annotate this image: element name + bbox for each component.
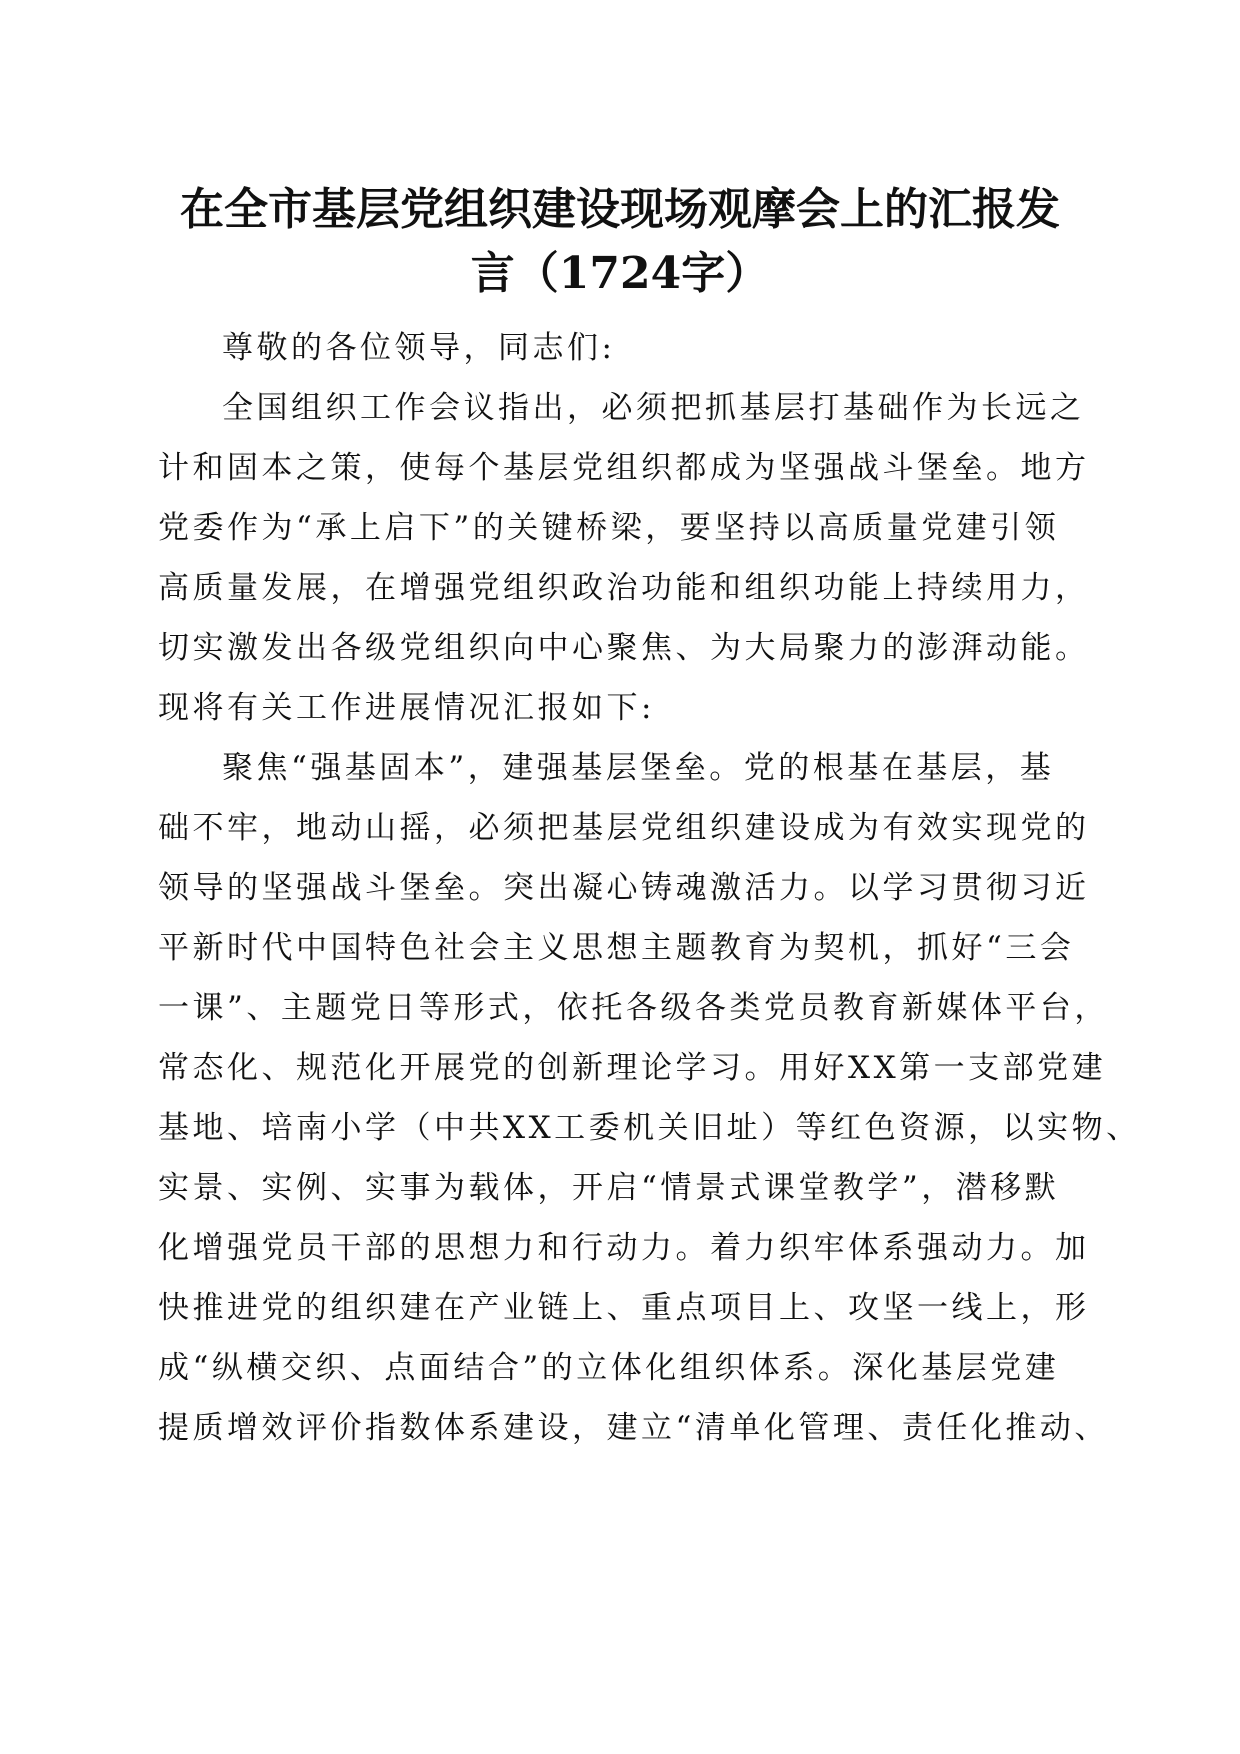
paragraph-line: 现将有关工作进展情况汇报如下: — [158, 690, 655, 726]
paragraph-line: 领导的坚强战斗堡垒。突出凝心铸魂激活力。以学习贯彻习近 — [158, 870, 1090, 906]
document-body — [158, 318, 1141, 1458]
paragraph-line: 一课”、主题党日等形式，依托各级各类党员教育新媒体平台， — [158, 990, 1109, 1026]
paragraph-2 — [158, 738, 1141, 1458]
paragraph-line: 全国组织工作会议指出，必须把抓基层打基础作为长远之 — [222, 390, 1085, 426]
paragraph-line: 成“纵横交织、点面结合”的立体化组织体系。深化基层党建 — [158, 1350, 1060, 1386]
paragraph-line: 切实激发出各级党组织向中心聚焦、为大局聚力的澎湃动能。 — [158, 630, 1090, 666]
salutation: 尊敬的各位领导，同志们: — [222, 330, 616, 366]
paragraph-line: 计和固本之策，使每个基层党组织都成为坚强战斗堡垒。地方 — [158, 450, 1090, 486]
title-line-2: 言（1724字） — [470, 248, 770, 299]
paragraph-line: 党委作为“承上启下”的关键桥梁，要坚持以高质量党建引领 — [158, 510, 1060, 546]
paragraph-line: 基地、培南小学（中共XX工委机关旧址）等红色资源，以实物、 — [158, 1110, 1141, 1146]
paragraph-line: 提质增效评价指数体系建设，建立“清单化管理、责任化推动、 — [158, 1410, 1109, 1446]
paragraph-line: 聚焦“强基固本”，建强基层堡垒。党的根基在基层，基 — [222, 750, 1055, 786]
title-line-1: 在全市基层党组织建设现场观摩会上的汇报发 — [180, 184, 1060, 235]
paragraph-1 — [158, 378, 1090, 738]
paragraph-line: 平新时代中国特色社会主义思想主题教育为契机，抓好“三会 — [158, 930, 1075, 966]
paragraph-line: 化增强党员干部的思想力和行动力。着力织牢体系强动力。加 — [158, 1230, 1090, 1266]
paragraph-line: 常态化、规范化开展党的创新理论学习。用好XX第一支部党建 — [158, 1050, 1107, 1086]
paragraph-line: 础不牢，地动山摇，必须把基层党组织建设成为有效实现党的 — [158, 810, 1090, 846]
document-title — [140, 178, 1100, 306]
paragraph-line: 快推进党的组织建在产业链上、重点项目上、攻坚一线上，形 — [158, 1290, 1090, 1326]
paragraph-line: 高质量发展，在增强党组织政治功能和组织功能上持续用力， — [158, 570, 1090, 606]
paragraph-line: 实景、实例、实事为载体，开启“情景式课堂教学”，潜移默 — [158, 1170, 1060, 1206]
